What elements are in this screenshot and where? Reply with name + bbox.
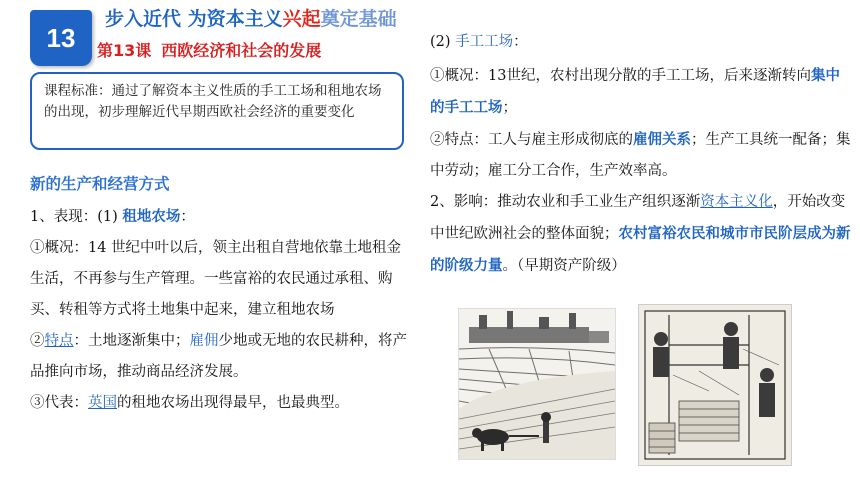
right-column	[430, 30, 854, 282]
employment-relation-term: 雇佣关系	[633, 131, 691, 148]
rent-farm-term: 租地农场	[122, 208, 181, 225]
workshop-heading	[430, 30, 854, 54]
overview-text: ①概况：13世纪，农村出现分散的手工工场，后来逐渐转向	[430, 68, 811, 84]
workshop-illustration	[638, 304, 792, 466]
overview-end: ；	[502, 100, 517, 116]
rent-farm-heading	[30, 201, 408, 233]
rep-text: 的租地农场出现得最早，也最典型。	[117, 395, 349, 411]
workshop-overview	[430, 60, 854, 124]
lesson-name: 西欧经济和社会的发展	[161, 41, 322, 60]
new-class-term: 农村富裕农民和城市市民阶层成为新的阶级力量	[430, 225, 851, 274]
lesson-label: 第13课	[97, 41, 152, 60]
workshop-term: 手工工场	[455, 34, 514, 50]
features-term[interactable]: 特点	[44, 333, 74, 349]
unit-title-part3: 奠定基础	[320, 8, 397, 30]
features-text: ②特点：工人与雇主形成彻底的	[430, 132, 633, 148]
hire-term: 雇佣	[189, 333, 219, 349]
centralized-workshop-term: 集中的手工工场	[430, 67, 840, 116]
impact-mid: ，开始改变中世纪欧洲社会的整体面貌；	[430, 194, 846, 242]
lesson-number-badge: 13	[30, 10, 92, 66]
rent-farm-representative	[30, 388, 408, 419]
section-heading: 新的生产和经营方式	[30, 175, 170, 193]
england-term[interactable]: 英国	[88, 395, 117, 411]
unit-title	[105, 4, 397, 31]
lesson-title	[97, 38, 321, 61]
point-label: 1、表现：(1)	[30, 209, 123, 225]
unit-title-part1: 步入近代 为资本主义	[105, 8, 283, 30]
features-text-1: ：土地逐渐集中；	[73, 333, 190, 349]
impact-paragraph	[430, 187, 854, 282]
features-text-2: 少地或无地的农民耕种，将产品推向市场，推动商品经济发展。	[30, 333, 407, 380]
workshop-features	[430, 124, 854, 187]
curriculum-standard-text: 课程标准：通过了解资本主义性质的手工工场和租地农场的出现，初步理解近代早期西欧社会经济的重要变化	[44, 83, 382, 120]
colon: ：	[513, 34, 528, 50]
colon: ：	[180, 209, 195, 225]
rent-farm-overview: ①概况：14 世纪中叶以后，领主出租自营地依靠土地租金生活，不再参与生产管理。一些富裕的农民通过承租、购买、转租等方式将土地集中起来，建立租地农场	[30, 240, 402, 318]
rent-farm-features	[30, 326, 408, 388]
feature-marker: ②	[30, 333, 45, 349]
capitalization-term[interactable]: 资本主义化	[700, 194, 773, 210]
rent-farm-illustration	[458, 308, 616, 460]
rep-label: ③代表：	[30, 395, 88, 411]
workshop-label: (2)	[430, 34, 456, 50]
left-column	[30, 201, 408, 419]
curriculum-standard-box	[30, 72, 404, 150]
impact-text: 2、影响：推动农业和手工业生产组织逐渐	[430, 194, 701, 210]
unit-title-highlight: 兴起	[282, 8, 321, 30]
impact-end: 。（早期资产阶级）	[502, 258, 626, 274]
features-rest: ；生产工具统一配备；集中劳动；雇工分工合作，生产效率高。	[430, 132, 851, 179]
